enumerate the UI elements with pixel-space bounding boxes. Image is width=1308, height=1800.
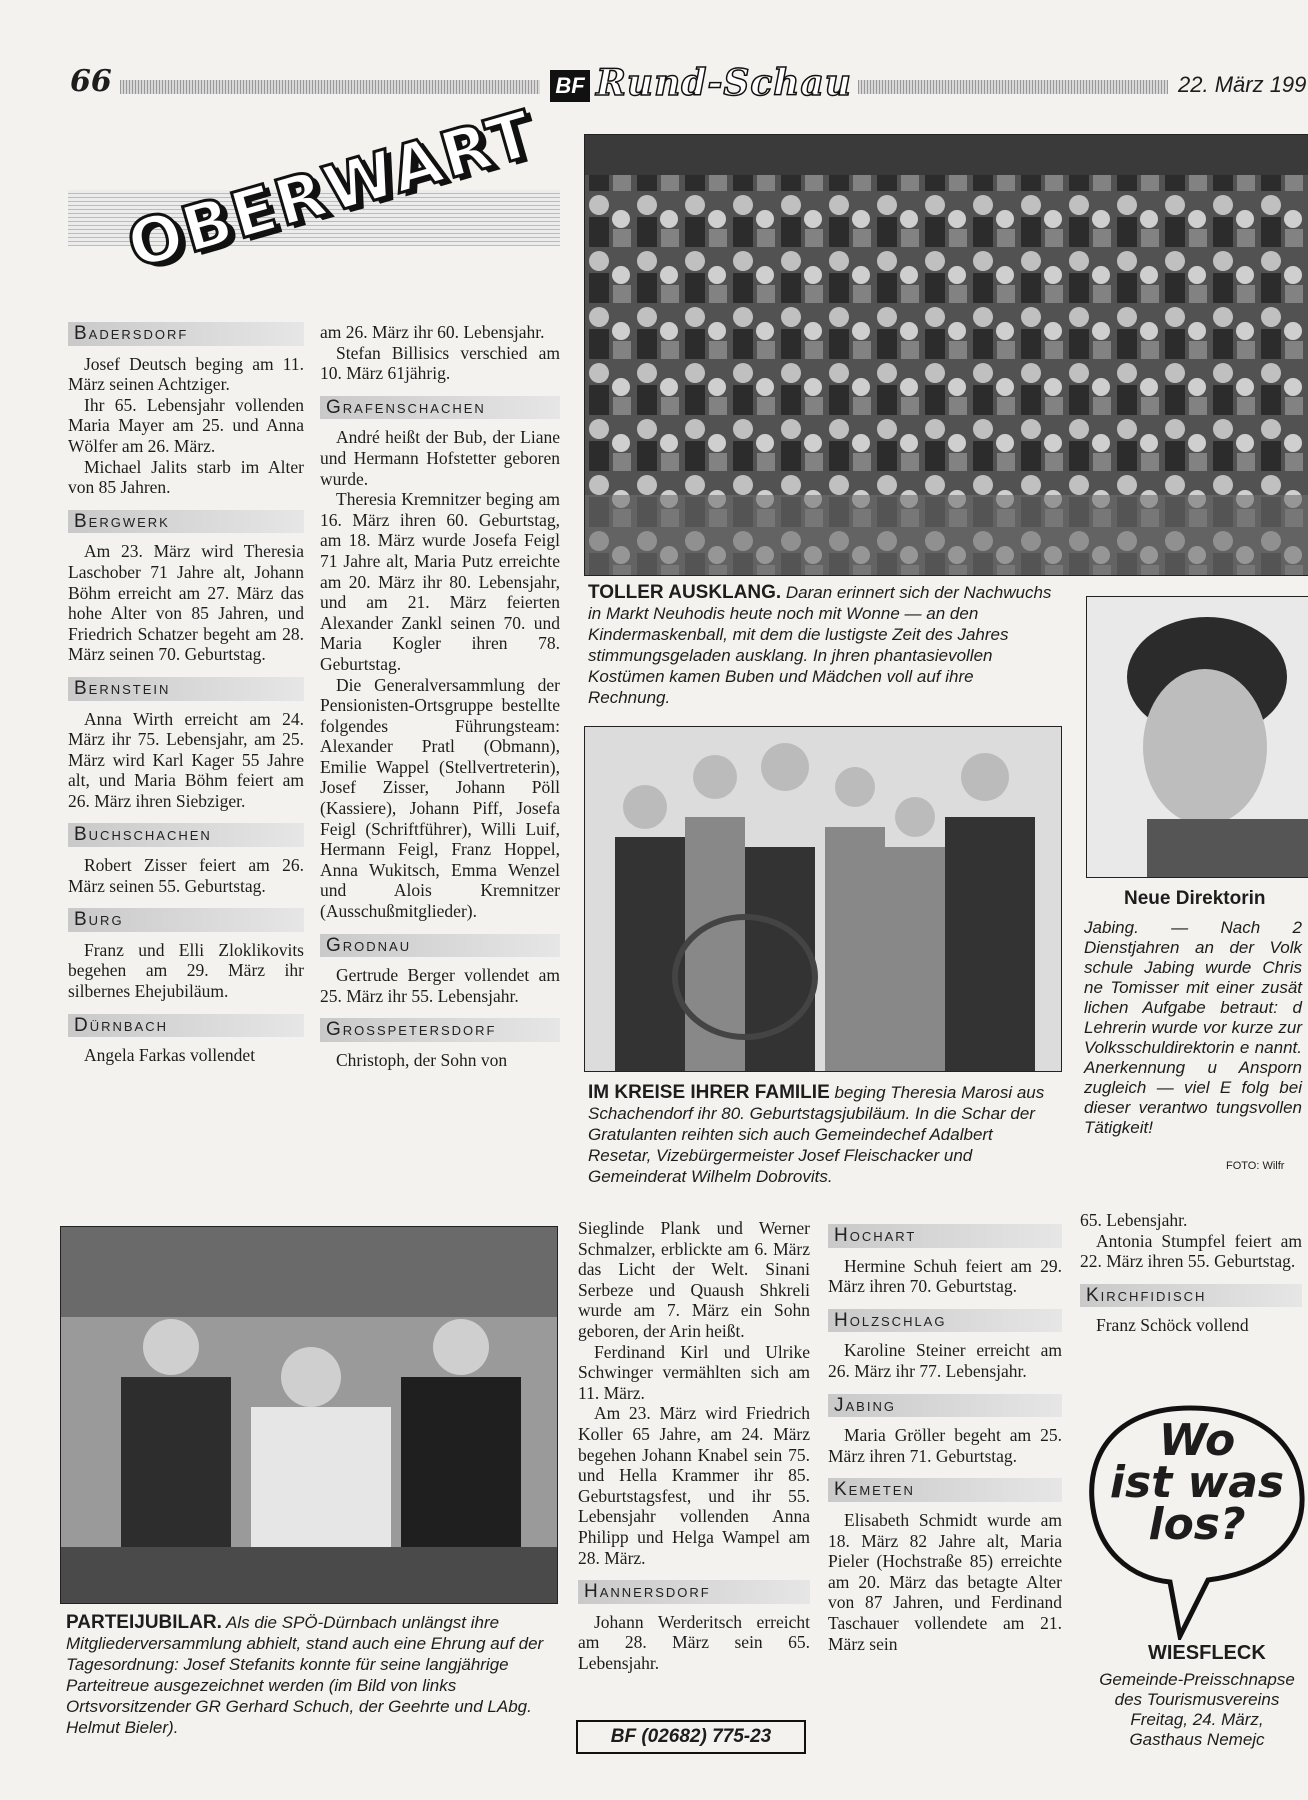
header-rule-left	[120, 80, 540, 94]
text: Josef Deutsch beging am 11. März seinen Achtziger.	[68, 353, 304, 395]
director-title: Neue Direktorin	[1124, 888, 1266, 909]
column-2	[320, 322, 560, 1071]
photo-director	[1086, 596, 1308, 878]
wo-ist-was-los-title	[1092, 1415, 1302, 1550]
column-3	[578, 1218, 810, 1673]
bubble-line-3: los?	[1148, 1499, 1246, 1550]
text: Ihr 65. Lebensjahr vollenden Maria Mayer am 25. und Anna Wölfer am 26. März.	[68, 394, 304, 456]
photo-masked-ball	[584, 134, 1308, 576]
text: Hermine Schuh feiert am 29. März ihren 70. Geburtstag.	[828, 1255, 1062, 1297]
photo-party	[60, 1226, 558, 1604]
issue-date: 22. März 199	[1178, 72, 1307, 97]
caption-family-lead: IM KREISE IHRER FAMILIE	[588, 1082, 830, 1103]
text: Gertrude Berger vollendet am 25. März ihr 55. Lebensjahr.	[320, 965, 560, 1006]
caption-party-lead: PARTEIJUBILAR.	[66, 1612, 222, 1633]
text: Sieglinde Plank und Werner Schmalzer, erblickte am 6. März das Licht der Welt. Sinani Serbeze und Quaush Shkreli wurde am 7. März ein Sohn geboren, der Arin heißt.	[578, 1218, 810, 1341]
caption-masked-ball-text: Daran erinnert sich der Nachwuchs in Markt Neuhodis heute noch mit Wonne — an den Kindermaskenball, mit dem die lustigste Zeit des Jahres stimmungsgeladen ausklang. In jhren phantasievollen Kostümen kamen Buben und Mädchen voll auf ihre Rechnung.	[588, 583, 1052, 707]
event-place: WIESFLECK	[1148, 1642, 1266, 1664]
event-line: Freitag, 24. März,	[1130, 1710, 1264, 1729]
text: Angela Farkas vollendet	[84, 1045, 256, 1066]
text: 65. Lebensjahr.	[1080, 1210, 1188, 1230]
text: Antonia Stumpfel feiert am 22. März ihren 55. Geburtstag.	[1080, 1230, 1302, 1272]
text: Die Generalversammlung der Pensionisten-Ortsgruppe bestellte folgendes Führungsteam: Alexander Pratl (Obmann), Emilie Wappel (Stellvertreterin), Josef Zisser, Johann Pöll (Kassiere), Johann Piff, Josefa Feigl (Schriftführer), Willi Luif, Hermann Feigl, Franz Hoppel, Anna Wukitsch, Emma Wenzel und Alois Kremnitzer (Ausschußmitglieder).	[320, 674, 560, 922]
logo-text: Rund-Schau	[596, 62, 852, 104]
column-1	[68, 322, 304, 1066]
column-5	[1080, 1210, 1302, 1336]
caption-party	[66, 1612, 556, 1738]
text: Elisabeth Schmidt wurde am 18. März 82 Jahre alt, Maria Pieler (Hochstraße 85) erreichte am 20. März das betagte Alter von 87 Jahren, und Ferdinand Taschauer vollendete am 21. März sein	[828, 1509, 1062, 1654]
caption-masked-ball	[588, 582, 1060, 708]
event-line: Gasthaus Nemejc	[1129, 1730, 1265, 1749]
text: Theresia Kremnitzer beging am 16. März ihren 60. Geburtstag, am 18. März wurde Josefa Feigl 71 Jahre alt, Maria Putz erreichte am 20. März ihr 80. Lebensjahr, und am 21. März feierten Alexander Zankl seinen 70. und Maria Kogler ihren 78. Geburtstag.	[320, 489, 560, 674]
heading-grafenschachen: Grafenschachen	[320, 396, 560, 420]
column-4	[828, 1218, 1062, 1654]
heading-bergwerk: Bergwerk	[68, 510, 304, 534]
text: Franz und Elli Zloklikovits begehen am 29. März ihr silbernes Ehejubiläum.	[68, 939, 304, 1002]
heading-holzschlag: Holzschlag	[828, 1309, 1062, 1333]
event-line: Gemeinde-Preisschnapse	[1099, 1670, 1295, 1689]
text: Christoph, der Sohn von	[336, 1050, 508, 1070]
heading-buchschachen: Buchschachen	[68, 823, 304, 847]
heading-bernstein: Bernstein	[68, 677, 304, 701]
caption-family	[588, 1082, 1058, 1187]
heading-hannersdorf: Hannersdorf	[578, 1580, 810, 1604]
text: am 26. März ihr 60. Lebensjahr.	[320, 322, 545, 342]
logo-box: BF	[550, 70, 590, 102]
phone-box: BF (02682) 775-23	[576, 1720, 806, 1754]
text: Johann Werderitsch erreicht am 28. März sein 65. Lebensjahr.	[578, 1611, 810, 1673]
text: Ferdinand Kirl und Ulrike Schwinger vermählten sich am 11. März.	[578, 1341, 810, 1403]
header-rule-right	[858, 80, 1168, 94]
page-number: 66	[70, 64, 112, 99]
heading-hochart: Hochart	[828, 1224, 1062, 1248]
heading-kirchfidisch: Kirchfidisch	[1080, 1284, 1302, 1308]
director-text: Jabing. — Nach 2 Dienstjahren an der Volk schule Jabing wurde Chris ne Tomisser mit einer zusät lichen Aufgabe betraut: d Lehrerin wurde vor kurze zur Volksschuldirektorin e nannt. Anerkennung u Ansporn zugleich — viel E folg bei dieser verantwo tungsvollen Tätigkeit!	[1084, 918, 1302, 1137]
text: Robert Zisser feiert am 26. März seinen 55. Geburtstag.	[68, 855, 304, 896]
text: Am 23. März wird Friedrich Koller 65 Jahre, am 24. März begehen Johann Knabel sein 75. und Hella Krammer ihr 85. Geburtstagsfest, und ihr 55. Lebensjahr vollenden Anna Philipp und Helga Wampel am 28. März.	[578, 1403, 810, 1568]
text: Stefan Billisics verschied am 10. März 61jährig.	[320, 342, 560, 384]
bubble-line-2: ist was	[1109, 1457, 1285, 1508]
heading-badersdorf: Badersdorf	[68, 322, 304, 346]
event-text	[1086, 1670, 1308, 1750]
heading-jabing: Jabing	[828, 1394, 1062, 1418]
text: Karoline Steiner erreicht am 26. März ihr 77. Lebensjahr.	[828, 1340, 1062, 1381]
text: Franz Schöck vollend	[1096, 1315, 1249, 1336]
caption-family-text: beging Theresia Marosi aus Schachendorf ihr 80. Geburtstagsjubiläum. In die Schar der Gratulanten reihten sich auch Gemeindechef Adalbert Resetar, Vizebürgermeister Josef Fleischacker und Gemeinderat Wilhelm Dobrovits.	[588, 1083, 1045, 1186]
heading-grosspetersdorf: Grosspetersdorf	[320, 1018, 560, 1042]
caption-masked-ball-lead: TOLLER AUSKLANG.	[588, 582, 782, 603]
text: Am 23. März wird Theresia Laschober 71 Jahre alt, Johann Böhm erreicht am 27. März das hohe Alter von 85 Jahren, und Friedrich Schatzer begeht am 28. März seinen 70. Geburtstag.	[68, 541, 304, 665]
director-photo-credit: FOTO: Wilfr	[1226, 1160, 1285, 1172]
section-title: OBERWART	[119, 97, 544, 285]
text: André heißt der Bub, der Liane und Hermann Hofstetter geboren wurde.	[320, 427, 560, 489]
text: Michael Jalits starb im Alter von 85 Jahren.	[68, 456, 304, 498]
heading-grodnau: Grodnau	[320, 934, 560, 958]
heading-burg: Burg	[68, 908, 304, 932]
heading-duernbach: Dürnbach	[68, 1014, 304, 1038]
bubble-line-1: Wo	[1158, 1415, 1236, 1466]
caption-party-text: Als die SPÖ-Dürnbach unlängst ihre Mitgliederversammlung abhielt, stand auch eine Ehrung auf der Tagesordnung: Josef Stefanits konnte für seine langjährige Parteitreue ausgezeichnet werden (im Bild von links Ortsvorsitzender GR Gerhard Schuch, der Geehrte und LAbg. Helmut Bieler).	[66, 1613, 544, 1737]
photo-family	[584, 726, 1062, 1072]
heading-kemeten: Kemeten	[828, 1478, 1062, 1502]
text: Anna Wirth erreicht am 24. März ihr 75. Lebensjahr, am 25. März wird Karl Kager 55 Jahre alt, und Maria Böhm feiert am 26. März ihren Siebziger.	[68, 708, 304, 811]
text: Maria Gröller begeht am 25. März ihren 71. Geburtstag.	[828, 1425, 1062, 1466]
event-line: des Tourismusvereins	[1114, 1690, 1280, 1709]
